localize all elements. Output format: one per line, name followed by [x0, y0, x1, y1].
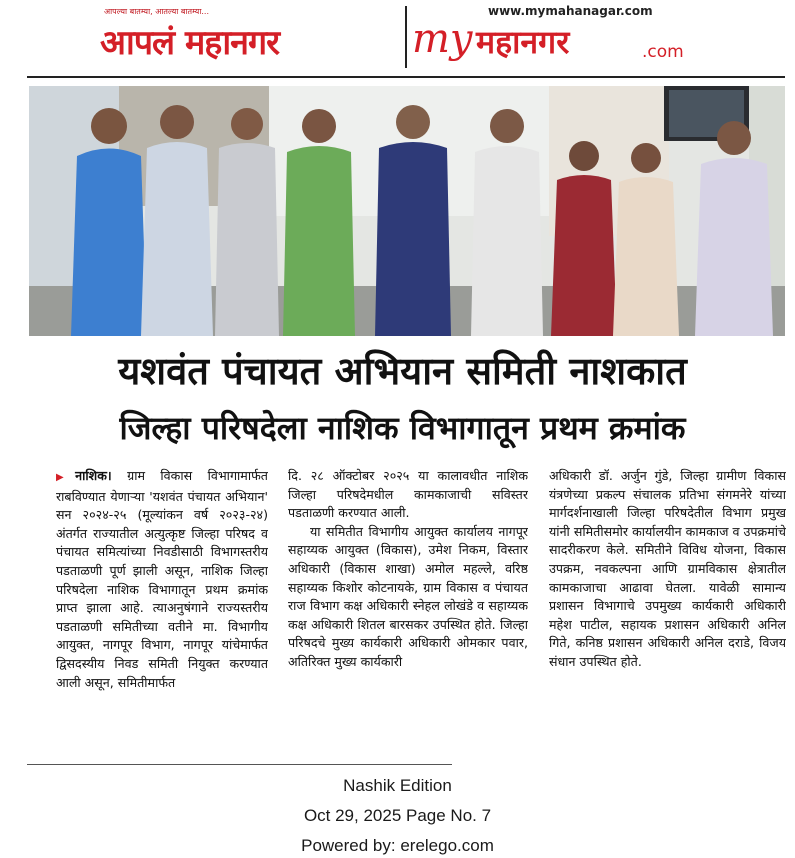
masthead-my: my: [412, 16, 473, 62]
bottom-rule: [27, 764, 452, 765]
masthead-tld: .com: [642, 42, 684, 62]
footer-date-page: Oct 29, 2025 Page No. 7: [303, 806, 492, 825]
group-photo: [29, 86, 785, 336]
article-column-3: [549, 467, 786, 759]
dateline-triangle-icon: ▶: [56, 472, 76, 483]
masthead-left-name: आपलं महानगर: [100, 23, 280, 63]
dateline: ▶नाशिक।: [56, 468, 112, 483]
masthead-tagline: आपल्या बातम्या, आतल्या बातम्या...: [104, 7, 210, 16]
article-column-1: [56, 467, 268, 759]
masthead: [98, 2, 698, 72]
footer-powered-by: Powered by: erelego.com: [301, 836, 494, 855]
article-body: [56, 467, 786, 759]
headline-primary: यशवंत पंचायत अभियान समिती नाशकात: [118, 349, 687, 393]
footer-edition: Nashik Edition: [343, 776, 452, 795]
top-rule: [27, 76, 785, 78]
article-column-3-text: अधिकारी डॉ. अर्जुन गुंडे, जिल्हा ग्रामीण विकास यंत्रणेच्या प्रकल्प संचालक प्रतिभा संगमनेरे यांच्या मार्गदर्शनाखाली जिल्हा परिषदेतील विभाग प्रमुख यांनी समितीसमोर कार्यालयीन कामकाज व उपक्रमांचे सादरीकरण केले. समितीने विविध योजना, विकास उपक्रम, नवकल्पना आणि ग्रामविकास क्षेत्रातील कामकाजाचा आढावा घेतला. यावेळी सामान्य प्रशासन विभागाचे उपमुख्य कार्यकारी अधिकारी महेश पाटील, सहायक प्रशासन अधिकारी अनिल गिते, कनिष्ठ प्रशासन अधिकारी अनिल दराडे, विजय संधान उपस्थित होते.: [549, 468, 786, 669]
masthead-right-name: महानगर: [476, 23, 570, 61]
article-column-2-paragraph-2: या समितीत विभागीय आयुक्त कार्यालय नागपूर सहाय्यक आयुक्त (विकास), उमेश निकम, विस्तार अधिकारी (विकास शाखा) अमोल महल्ले, वरिष्ठ सहाय्यक किशोर कोटनायके, ग्राम विकास व पंचायत राज विभाग कक्ष अधिकारी स्नेहल लोखंडे व सहाय्यक कक्ष अधिकारी शितल बारसकर उपस्थित होते. जिल्हा परिषदचे मुख्य कार्यकारी अधिकारी ओमकार पवार, अतिरिक्त मुख्य कार्यकारी: [288, 523, 528, 669]
group-photo-illustration: [29, 86, 785, 336]
article-column-2: [288, 467, 528, 759]
headline-secondary: जिल्हा परिषदेला नाशिक विभागातून प्रथम क्रमांक: [119, 409, 686, 447]
dateline-text: नाशिक: [75, 468, 107, 483]
masthead-divider: [405, 6, 407, 68]
masthead-right-logo: [412, 2, 698, 72]
article-column-2-paragraph-1: दि. २८ ऑक्टोबर २०२५ या कालावधीत नाशिक जिल्हा परिषदेमधील कामकाजाची सविस्तर पडताळणी करण्यात आली.: [288, 468, 528, 521]
masthead-left-logo: [98, 2, 403, 72]
masthead-url: www.mymahanagar.com: [488, 4, 653, 18]
article-column-1-text: ग्राम विकास विभागामार्फत राबविण्यात येणाऱ्या 'यशवंत पंचायत अभियान' सन २०२४-२५ (मूल्यांकन वर्ष २०२३-२४) अंतर्गत राज्यातील अत्युत्कृष्ट जिल्हा परिषद व पंचायत समित्यांच्या निवडीसाठी विभागस्तरीय पडताळणी पूर्ण झाली असून, नाशिक जिल्हा परिषदेला नाशिक विभागातून प्रथम क्रमांक प्राप्त झाला आहे. त्याअनुषंगाने राज्यस्तरीय पडताळणी समितीच्या वतीने मा. विभागीय आयुक्त, नागपूर विभाग, नागपूर यांचेमार्फत द्विसदस्यीय निवड समिती नियुक्त करण्यात आली असून, समितीमार्फत: [56, 468, 268, 690]
